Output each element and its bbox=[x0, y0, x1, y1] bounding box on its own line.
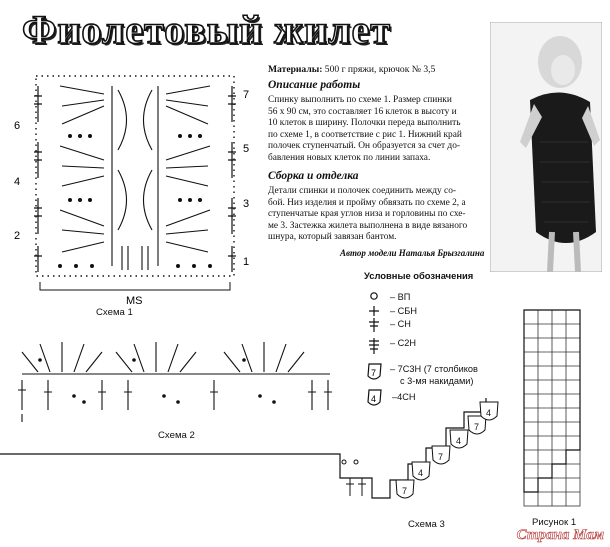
cluster-7-number: 7 bbox=[371, 368, 377, 378]
schema3-number: 4 bbox=[418, 468, 424, 478]
legend-label: –4СН bbox=[392, 392, 416, 402]
row-label-right: 5 bbox=[243, 143, 250, 155]
schema3-number: 7 bbox=[474, 422, 480, 432]
row-label-left: 4 bbox=[14, 176, 21, 188]
work-description-heading: Описание работы bbox=[268, 79, 361, 91]
legend-symbols bbox=[366, 286, 388, 410]
legend-title: Условные обозначения bbox=[364, 270, 474, 281]
schema1-diagram bbox=[0, 60, 265, 322]
single-crochet-icon bbox=[369, 306, 379, 316]
figure1-caption: Рисунок 1 bbox=[532, 517, 577, 528]
assembly-heading: Сборка и отделка bbox=[268, 170, 359, 182]
work-line: по схеме 1, в соответствие с рис 1. Нижний край bbox=[268, 129, 462, 140]
page-title: Фиолетовый жилет bbox=[22, 7, 391, 52]
legend-label: – С2Н bbox=[390, 338, 417, 348]
schema2-caption: Схема 2 bbox=[158, 430, 195, 441]
work-line: полочек ступенчатый. Он образуется за счет до- bbox=[268, 141, 461, 152]
legend-label: – ВП bbox=[390, 292, 411, 302]
schema3-number: 4 bbox=[456, 436, 462, 446]
work-line: бавления новых клеток по линии запаха. bbox=[268, 152, 431, 163]
work-line: 10 клеток в ширину. Полочки переда выполнить bbox=[268, 118, 461, 129]
schema1-grid bbox=[34, 76, 236, 290]
row-label-right: 3 bbox=[243, 198, 250, 210]
materials-text: 500 г пряжи, крючок № 3,5 bbox=[324, 64, 436, 75]
work-description-text bbox=[268, 95, 462, 165]
watermark: Страна Мам bbox=[516, 527, 604, 543]
assembly-line: ме 3. Застежка жилета выполнена в виде вязаного bbox=[268, 220, 468, 231]
row-label-right: 7 bbox=[243, 89, 250, 101]
treble-crochet-icon bbox=[369, 338, 379, 354]
double-crochet-icon bbox=[369, 318, 379, 332]
schema3-caption: Схема 3 bbox=[408, 519, 445, 530]
schema1-caption: Схема 1 bbox=[96, 307, 133, 318]
cluster-4-number: 4 bbox=[371, 394, 377, 404]
schema3-number: 7 bbox=[438, 452, 444, 462]
legend-label: – 7С3Н (7 столбиков bbox=[390, 364, 478, 374]
materials-line bbox=[268, 64, 435, 75]
work-line: 56 х 90 см, это составляет 16 клеток в высоту и bbox=[268, 106, 457, 117]
legend-label: с 3-мя накидами) bbox=[400, 376, 474, 386]
schema3-diagram bbox=[0, 398, 520, 518]
schema3-number: 4 bbox=[486, 408, 492, 418]
row-label-left: 6 bbox=[14, 120, 21, 132]
assembly-line: бой. Низ изделия и пройму обвязать по схеме 2, а bbox=[268, 197, 466, 208]
chain-stitch-icon bbox=[371, 293, 377, 299]
author-credit: Автор модели Наталья Брызгалина bbox=[340, 248, 485, 258]
legend-label: – СБН bbox=[390, 306, 417, 316]
row-label-left: 2 bbox=[14, 230, 21, 242]
assembly-line: шнура, который завязан бантом. bbox=[268, 232, 397, 243]
schema3-number: 7 bbox=[402, 486, 408, 496]
work-line: Спинку выполнить по схеме 1. Размер спинки bbox=[268, 95, 452, 105]
row-label-right: 1 bbox=[243, 256, 250, 268]
materials-label: Материалы: bbox=[268, 64, 323, 75]
legend-label: – СН bbox=[390, 319, 411, 329]
ms-label: MS bbox=[126, 295, 143, 307]
assembly-line: ступенчатые края углов низа и горловины по схе- bbox=[268, 209, 466, 220]
figure1-grid bbox=[518, 300, 588, 530]
model-photo bbox=[490, 22, 602, 272]
assembly-text bbox=[268, 186, 467, 244]
assembly-line: Детали спинки и полочек соединить между со- bbox=[268, 186, 457, 196]
